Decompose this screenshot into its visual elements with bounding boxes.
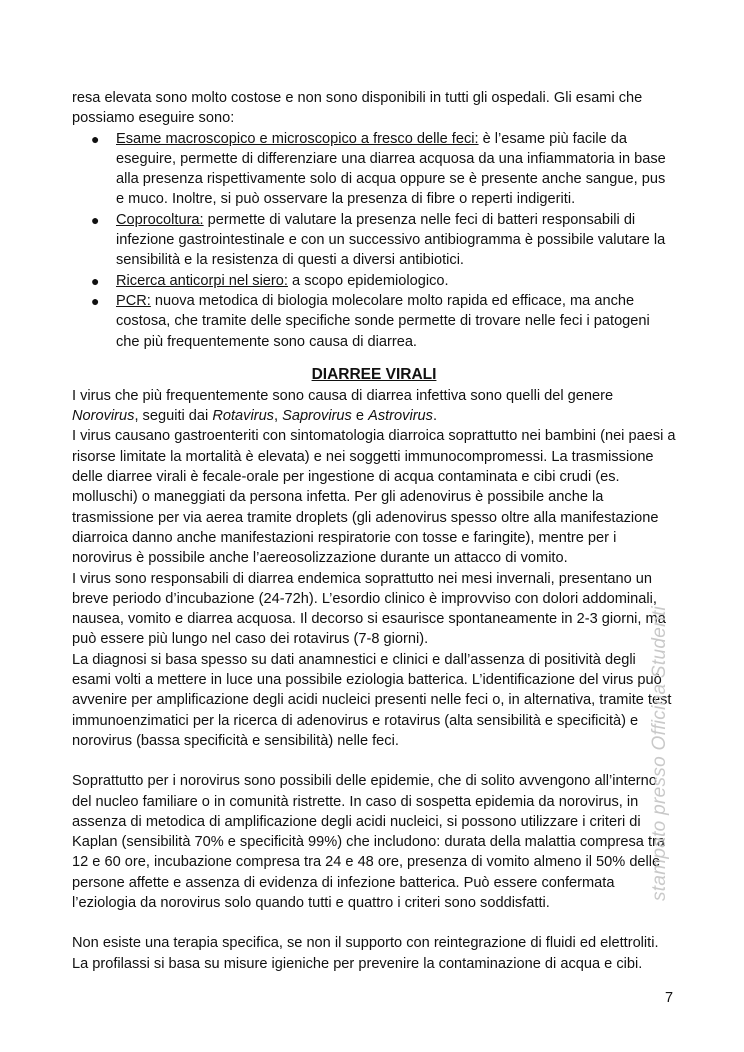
viral-paragraph-transmission: I virus causano gastroenteriti con sintomatologia diarroica soprattutto nei bambini (nei paesi a risorse limitate la mortalità è elevata) e nei soggetti immunocompromessi. La trasmissione delle diarree virali è fecale-orale per ingestione di acqua contaminata e cibi crudi (es. molluschi) o maneggiati da persona infetta. Per gli adenovirus è possibile anche la trasmissione per via aerea tramite droplets (gli adenovirus spesso oltre alla manifestazione diarroica danno anche manifestazioni respiratorie con tosse e faringite), mentre per i norovirus è possibile anche l’aereosolizzazione durante un attacco di vomito. [72, 428, 676, 567]
exam-text: è l’esame più facile da eseguire, permette di differenziare una diarrea acquosa da una infiammatoria in base alla presenza rispettivamente solo di acqua oppure se è presente anche sangue, pus e muco. Inoltre, si può osservare la presenza di fibre o reperti indigeriti. [116, 130, 666, 208]
list-item [91, 291, 676, 352]
exam-list [72, 129, 676, 352]
viral-paragraph-epidemics: Soprattutto per i norovirus sono possibili delle epidemie, che di solito avvengono all’interno del nucleo familiare o in comunità ristrette. In caso di sospetta epidemia da norovirus, in assenza di metodica di amplificazione degli acidi nucleici, si possono utilizzare i criteri di Kaplan (sensibilità 70% e specificità 99%) che includono: durata della malattia compresa tra 12 e 60 ore, incubazione compresa tra 24 e 48 ore, presenza di vomito almeno il 50% delle persone affette e assenza di evidenza di infezione batterica. Può essere confermata l’eziologia da norovirus solo quando tutti e quattro i criteri sono soddisfatti. [72, 773, 665, 911]
bullet-icon: ● [91, 272, 100, 289]
section-heading: DIARREE VIRALI [311, 365, 437, 383]
viral-paragraph-clinical: I virus sono responsabili di diarrea endemica soprattutto nei mesi invernali, presentano un breve periodo d’incubazione (24-72h). L’esordio clinico è improvviso con dolori addominali, nausea, vomito e diarrea acquosa. Il decorso si esaurisce spontaneamente in 2-3 giorni, ma può essere più lungo nel caso dei rotavirus (7-8 giorni). [72, 570, 666, 648]
exam-label: PCR: [116, 292, 151, 309]
viral-paragraph-genera [72, 386, 676, 427]
text-run: , seguiti dai [134, 408, 213, 425]
genus-astrovirus: Astrovirus [368, 408, 433, 425]
page-number: 7 [665, 990, 674, 1006]
viral-paragraph-therapy: Non esiste una terapia specifica, se non il supporto con reintegrazione di fluidi ed elettroliti. La profilassi si basa su misure igieniche per prevenire la contaminazione di acqua e cibi. [72, 935, 659, 972]
genus-saprovirus: Saprovirus [282, 408, 352, 425]
text-run: e [351, 408, 369, 425]
watermark-text: stampato presso Officina Studenti [649, 605, 670, 901]
page-body [72, 88, 676, 974]
paragraph-gap [72, 913, 676, 933]
exam-text: permette di valutare la presenza nelle feci di batteri responsabili di infezione gastrointestinale e con un successivo antibiogramma è possibile valutare la sensibilità e la resistenza di questi a diversi antibiotici. [116, 211, 666, 269]
exam-text: a scopo epidemiologico. [287, 272, 449, 289]
list-item [91, 271, 676, 291]
exam-label: Ricerca anticorpi nel siero: [116, 272, 288, 289]
paragraph-gap [72, 751, 676, 771]
bullet-icon: ● [91, 211, 100, 228]
bullet-icon: ● [91, 292, 100, 309]
list-item [91, 210, 676, 271]
text-run: . [432, 408, 438, 425]
exam-text: nuova metodica di biologia molecolare molto rapida ed efficace, ma anche costosa, che tramite delle specifiche sonde permette di trovare nelle feci i patogeni che più frequentemente sono causa di diarrea. [116, 292, 650, 350]
genus-rotavirus: Rotavirus [212, 408, 274, 425]
bullet-icon: ● [91, 130, 100, 147]
genus-norovirus: Norovirus [72, 408, 135, 425]
watermark [640, 540, 670, 901]
exam-label: Esame macroscopico e microscopico a fresco delle feci: [116, 130, 479, 147]
exam-label: Coprocoltura: [116, 211, 204, 228]
list-item [91, 129, 676, 210]
intro-paragraph: resa elevata sono molto costose e non sono disponibili in tutti gli ospedali. Gli esami che possiamo eseguire sono: [72, 90, 643, 127]
text-run: , [273, 408, 283, 425]
viral-paragraph-diagnosis: La diagnosi si basa spesso su dati anamnestici e clinici e dall’assenza di positività degli esami volti a mettere in luce una possibile eziologia batterica. L’identificazione del virus può avvenire per amplificazione degli acidi nucleici presenti nelle feci o, in alternativa, tramite test immunoenzimatici per la ricerca di adenovirus e rotavirus (alta sensibilità e specificità) e norovirus (bassa specificità e sensibilità) nelle feci. [72, 651, 672, 749]
text-run: I virus che più frequentemente sono causa di diarrea infettiva sono quelli del genere [72, 387, 614, 404]
